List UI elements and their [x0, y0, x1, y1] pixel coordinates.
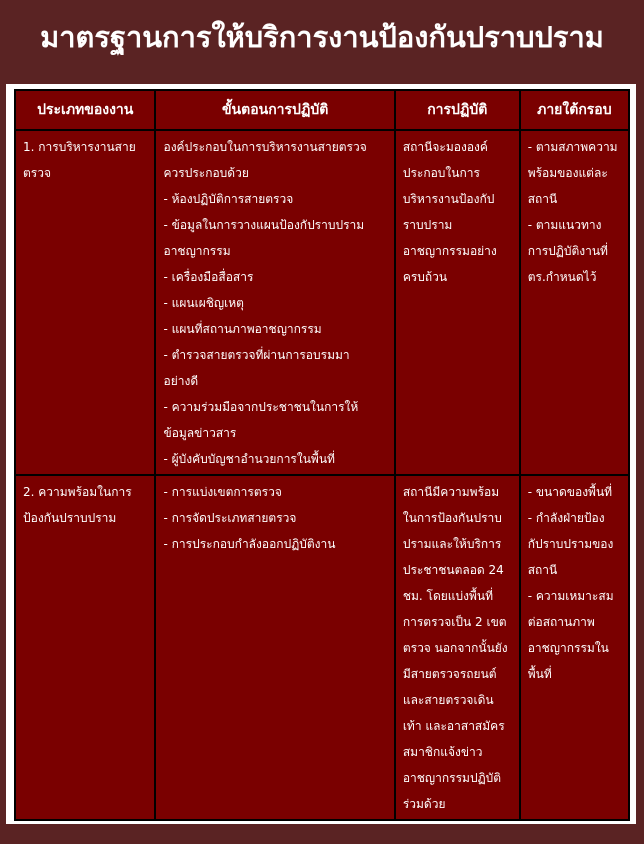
cell-text-line: ต่อสถานภาพ — [527, 615, 595, 629]
cell-text-line: มีสายตรวจรถยนต์ — [402, 667, 497, 681]
cell-text-line: 1. การบริหารงานสาย — [23, 140, 136, 154]
header-framework: ภายใต้กรอบ — [520, 90, 629, 130]
cell-text-line: - ผู้บังคับบัญชาอำนวยการในพื้นที่ — [163, 452, 335, 466]
cell-text-line: ควรประกอบด้วย — [163, 166, 249, 180]
cell-work-type — [15, 475, 155, 820]
cell-text-line: - การประกอบกำลังออกปฏิบัติงาน — [163, 537, 336, 551]
cell-text-line: พร้อมของแต่ละ — [527, 166, 608, 180]
cell-practice — [395, 130, 520, 475]
cell-text-line: - ขนาดของพื้นที่ — [527, 485, 613, 499]
cell-text-line: ประกอบในการ — [402, 166, 480, 180]
table-header-row — [15, 90, 629, 130]
cell-text-line: อาชญากรรมอย่าง — [402, 244, 497, 258]
cell-text-line: อาชญากรรมใน — [527, 641, 609, 655]
cell-text-line: - ความเหมาะสม — [527, 589, 614, 603]
cell-text-line: สมาชิกแจ้งข่าว — [402, 745, 483, 759]
cell-text-line: องค์ประกอบในการบริหารงานสายตรวจ — [163, 140, 367, 154]
service-standards-table — [14, 89, 630, 821]
cell-text-line: ประชาชนตลอด 24 — [402, 563, 504, 577]
header-work-type: ประเภทของงาน — [15, 90, 155, 130]
cell-practice — [395, 475, 520, 820]
cell-text-line: - กำลังฝ่ายป้อง — [527, 511, 605, 525]
cell-text-line: ชม. โดยแบ่งพื้นที่ — [402, 589, 494, 603]
cell-text-line: - ตามสภาพความ — [527, 140, 618, 154]
cell-text-line: กัปราบปรามของ — [527, 537, 614, 551]
table-row — [15, 475, 629, 820]
cell-framework — [520, 130, 629, 475]
header-practice: การปฏิบัติ — [395, 90, 520, 130]
cell-text-line: ในการป้องกันปราบ — [402, 511, 502, 525]
header-procedure: ขั้นตอนการปฏิบัติ — [155, 90, 394, 130]
cell-text-line: การปฏิบัติงานที่ — [527, 244, 608, 258]
cell-text-line: เท้า และอาสาสมัคร — [402, 719, 505, 733]
cell-text-line: - การจัดประเภทสายตรวจ — [163, 511, 297, 525]
cell-text-line: - แผนเผชิญเหตุ — [163, 296, 244, 310]
cell-text-line: ครบถ้วน — [402, 270, 448, 284]
table-row — [15, 130, 629, 475]
cell-text-line: สถานี — [527, 563, 558, 577]
cell-procedure — [155, 130, 394, 475]
cell-text-line: - แผนที่สถานภาพอาชญากรรม — [163, 322, 322, 336]
cell-text-line: ตร.กำหนดไว้ — [527, 270, 597, 284]
cell-text-line: - ข้อมูลในการวางแผนป้องกัปราบปราม — [163, 218, 365, 232]
cell-text-line: ร่วมด้วย — [402, 797, 446, 811]
cell-text-line: ข้อมูลข่าวสาร — [163, 426, 237, 440]
cell-text-line: อาชญากรรม — [163, 244, 231, 258]
cell-text-line: - ความร่วมมือจากประชาชนในการให้ — [163, 400, 359, 414]
cell-text-line: ป้องกันปราบปราม — [23, 511, 117, 525]
cell-text-line: อย่างดี — [163, 374, 199, 388]
cell-text-line: - ห้องปฏิบัติการสายตรวจ — [163, 192, 294, 206]
cell-text-line: สถานี — [527, 192, 558, 206]
cell-text-line: - เครื่องมือสื่อสาร — [163, 270, 254, 284]
cell-text-line: ราบปราม — [402, 218, 453, 232]
cell-work-type — [15, 130, 155, 475]
cell-text-line: - การแบ่งเขตการตรวจ — [163, 485, 282, 499]
page-title: มาตรฐานการให้บริการงานป้องกันปราบปราม — [40, 20, 604, 54]
cell-text-line: ปรามและให้บริการ — [402, 537, 502, 551]
cell-text-line: สถานีจะมององค์ — [402, 140, 488, 154]
cell-text-line: - ตามแนวทาง — [527, 218, 602, 232]
cell-text-line: และสายตรวจเดิน — [402, 693, 494, 707]
cell-text-line: 2. ความพร้อมในการ — [23, 485, 132, 499]
cell-text-line: การตรวจเป็น 2 เขต — [402, 615, 507, 629]
cell-text-line: อาชญากรรมปฏิบัติ — [402, 771, 502, 785]
cell-text-line: - ตำรวจสายตรวจที่ผ่านการอบรมมา — [163, 348, 350, 362]
cell-text-line: ตรวจ นอกจากนั้นยัง — [402, 641, 508, 655]
cell-text-line: บริหารงานป้องกัป — [402, 192, 495, 206]
cell-text-line: สถานีมีความพร้อม — [402, 485, 500, 499]
cell-text-line: ตรวจ — [23, 166, 52, 180]
cell-framework — [520, 475, 629, 820]
cell-procedure — [155, 475, 394, 820]
cell-text-line: พื้นที่ — [527, 667, 552, 681]
